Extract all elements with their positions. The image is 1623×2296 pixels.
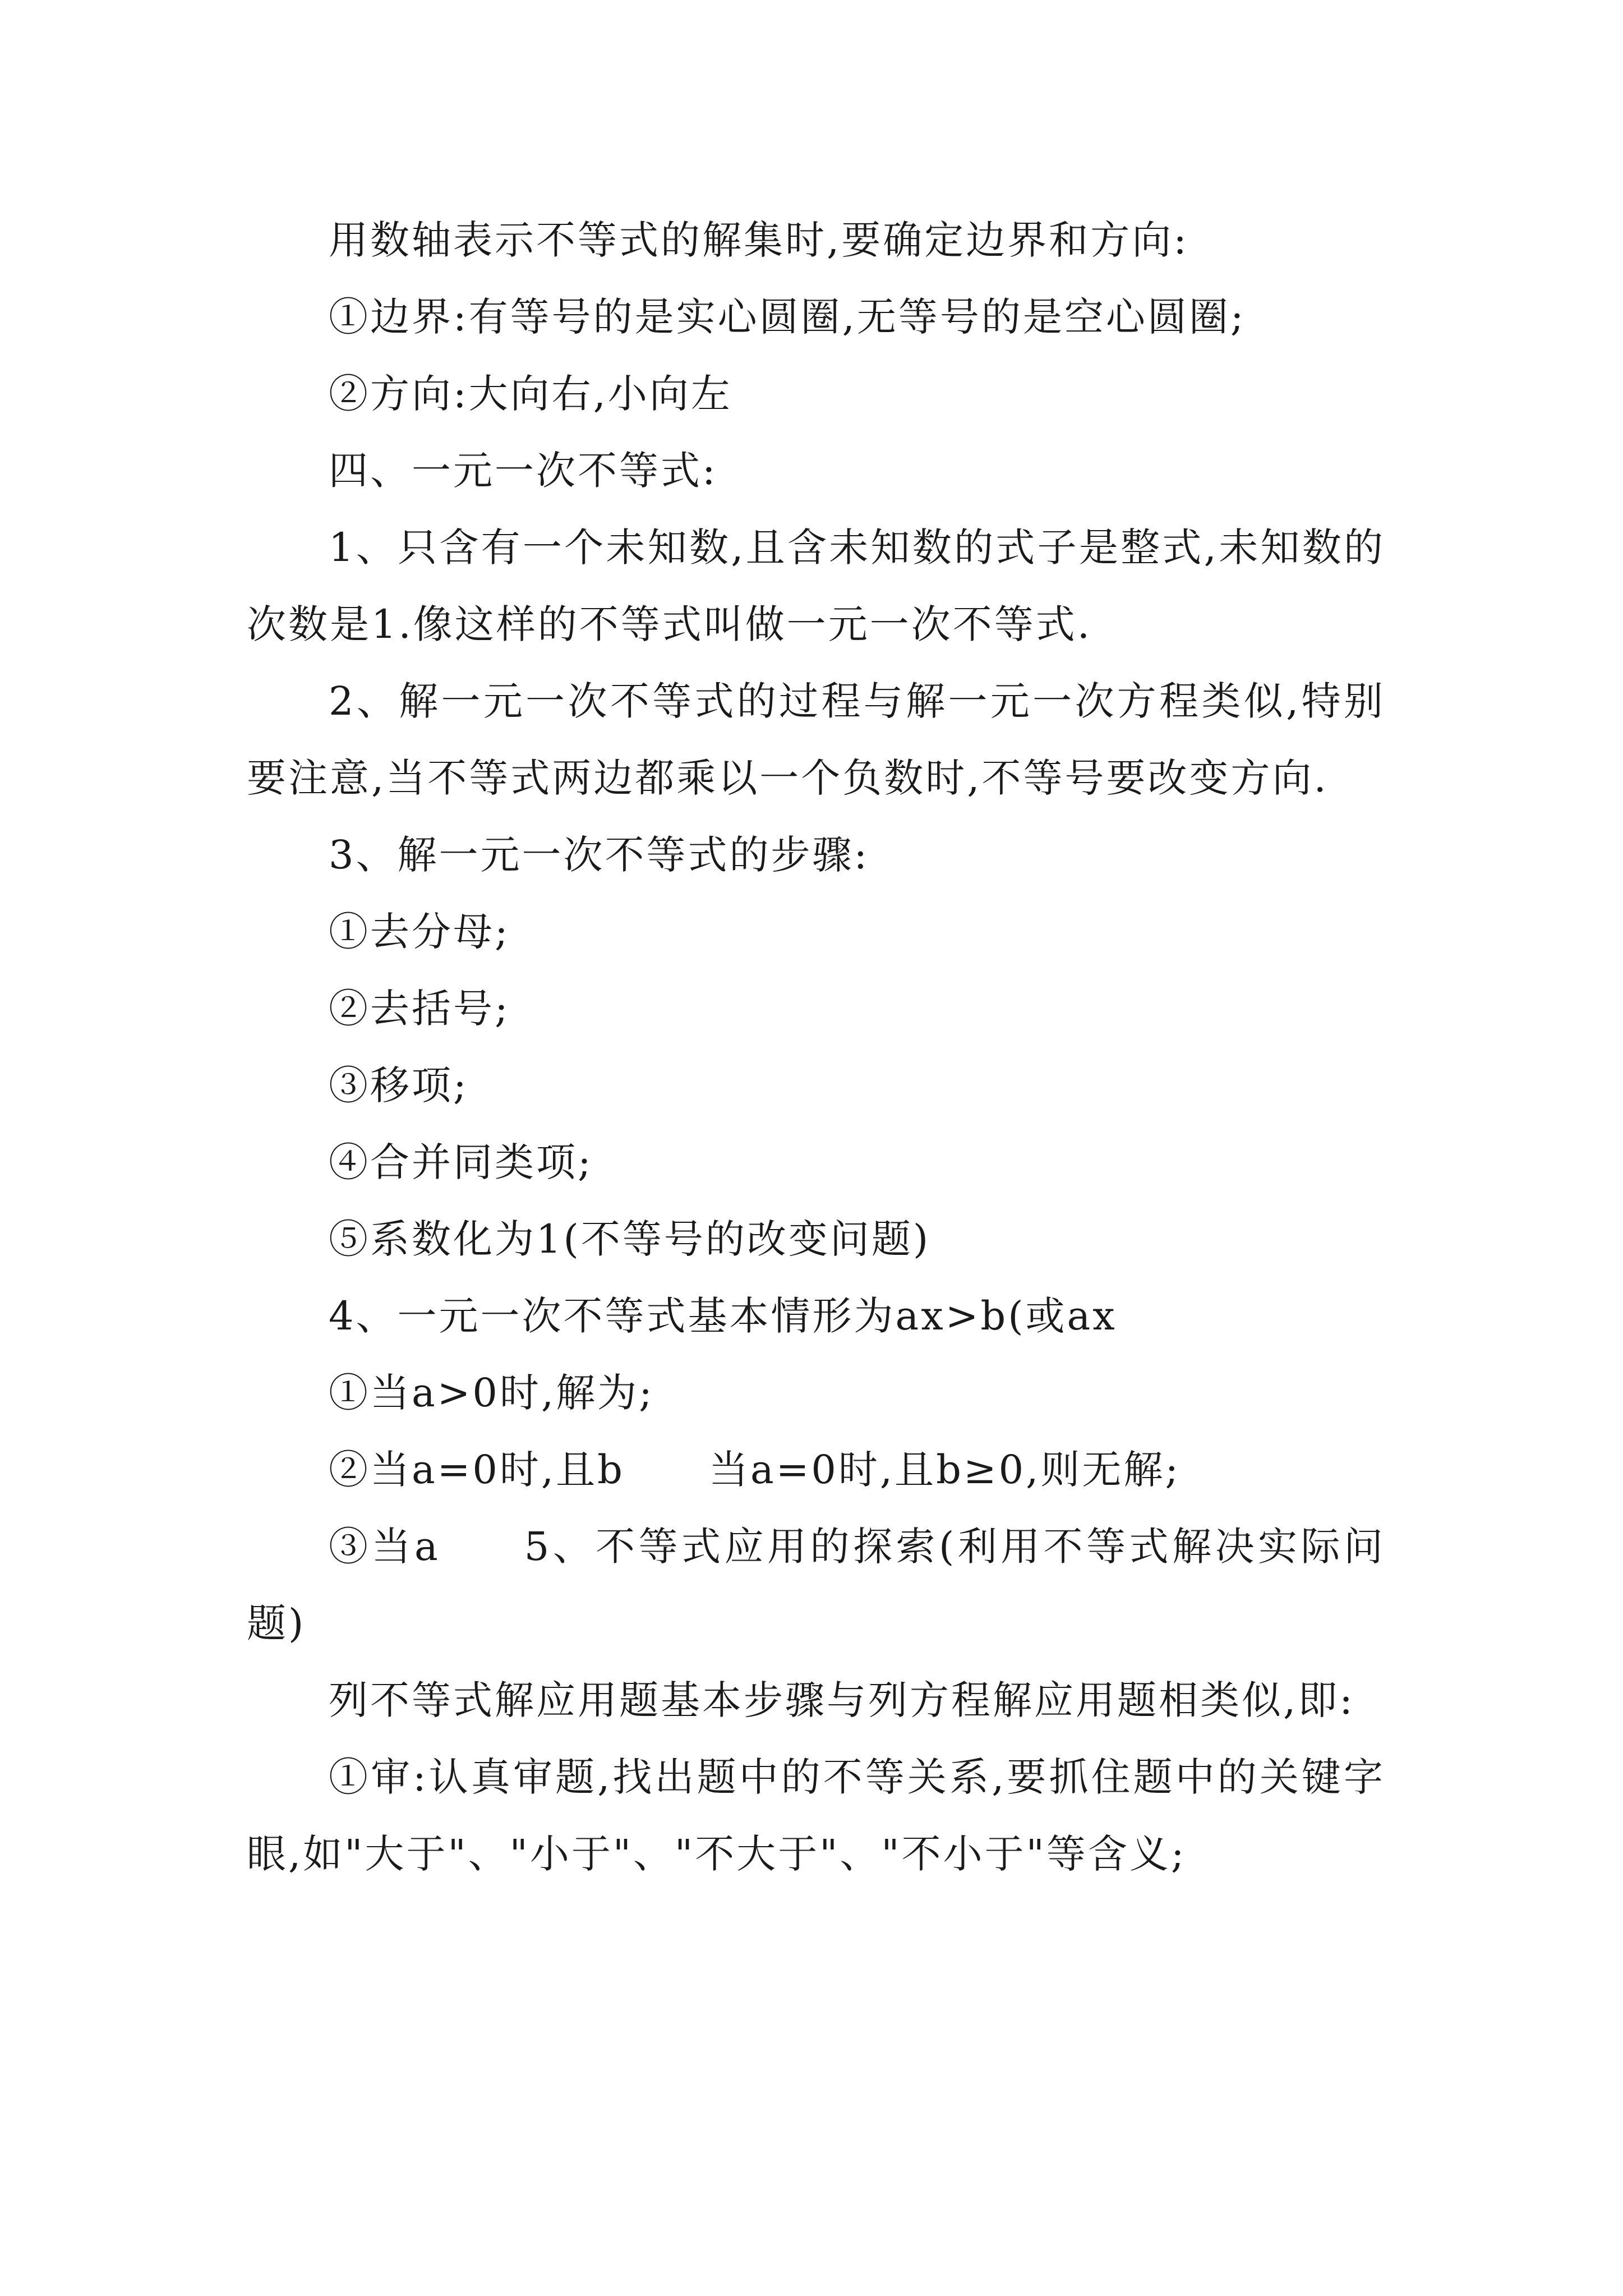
- paragraph: ①边界:有等号的是实心圆圈,无等号的是空心圆圈;: [329, 294, 1246, 340]
- paragraph: 3、解一元一次不等式的步骤:: [329, 832, 870, 878]
- paragraph: 4、一元一次不等式基本情形为ax>b(或ax: [329, 1293, 1117, 1339]
- list-item: ①当a>0时,解为;: [329, 1370, 654, 1416]
- paragraph: 1、只含有一个未知数,且含未知数的式子是整式,未知数的次数是1.像这样的不等式叫做一元一次不等式.: [247, 524, 1385, 647]
- line-part: 5、不等式应用的探索(利用不等式解决实际问题): [247, 1524, 1385, 1646]
- list-item: [247, 1432, 1385, 1508]
- section-heading: 四、一元一次不等式:: [329, 448, 718, 494]
- line-part: 当a=0时,且b≥0,则无解;: [708, 1447, 1181, 1493]
- paragraph: ②方向:大向右,小向左: [329, 371, 732, 417]
- list-item: ④合并同类项;: [329, 1139, 593, 1185]
- list-item: [247, 1508, 1385, 1662]
- list-item: ③移项;: [329, 1062, 469, 1108]
- list-item: ②去括号;: [329, 986, 510, 1032]
- paragraph: 列不等式解应用题基本步骤与列方程解应用题相类似,即:: [329, 1677, 1355, 1723]
- list-item: ①去分母;: [329, 909, 510, 955]
- list-item: ①审:认真审题,找出题中的不等关系,要抓住题中的关键字眼,如"大于"、"小于"、"不大于"、"不小于"等含义;: [247, 1754, 1385, 1877]
- list-item: ⑤系数化为1(不等号的改变问题): [329, 1216, 931, 1262]
- document-body: [247, 202, 1385, 1893]
- paragraph: 用数轴表示不等式的解集时,要确定边界和方向:: [329, 217, 1189, 263]
- line-part: ③当a: [329, 1524, 440, 1570]
- paragraph: 2、解一元一次不等式的过程与解一元一次方程类似,特别要注意,当不等式两边都乘以一个负数时,不等号要改变方向.: [247, 678, 1385, 801]
- line-part: ②当a=0时,且b: [329, 1447, 625, 1493]
